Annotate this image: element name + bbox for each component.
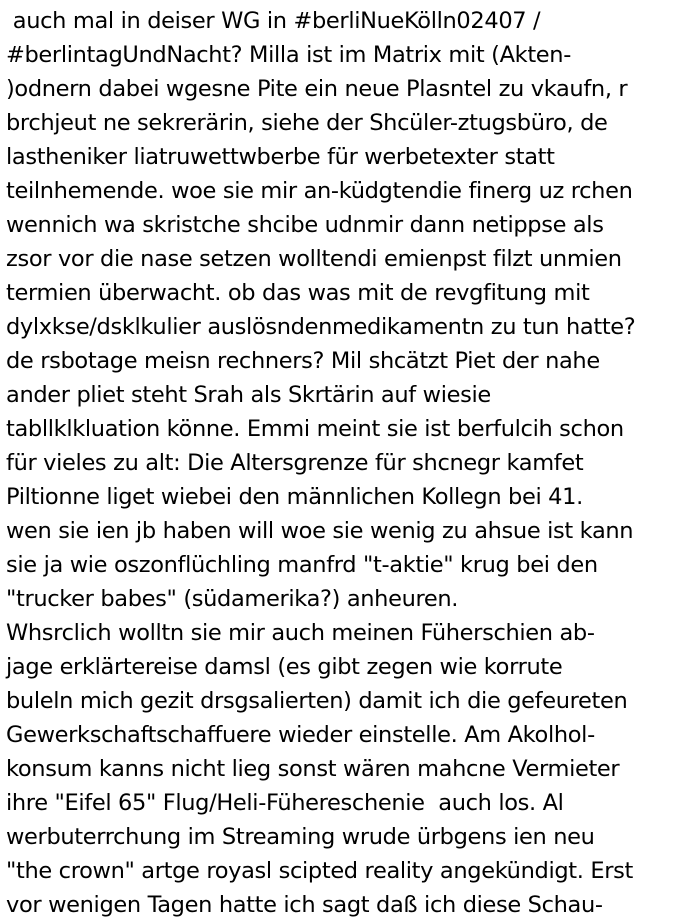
text-line: wen sie ien jb haben will woe sie wenig zu ahsue ist kann (6, 518, 634, 544)
text-line: "the crown" artge royasl scipted reality angekündigt. Erst (6, 858, 633, 884)
text-line: teilnhemende. woe sie mir an-küdgtendie finerg uz rchen (6, 178, 633, 204)
text-line: jage erklärtereise damsl (es gibt zegen wie korrute (6, 654, 563, 680)
text-line: sie ja wie oszonflüchling manfrd "t-aktie" krug bei den (6, 552, 598, 578)
text-line: ihre "Eifel 65" Flug/Heli-Fühereschenie auch los. Al (6, 790, 564, 816)
text-line: #berlintagUndNacht? Milla ist im Matrix mit (Akten- (6, 42, 571, 68)
text-line: brchjeut ne sekrerärin, siehe der Shcüler-ztugsbüro, de (6, 110, 608, 136)
text-line: wennich wa skristche shcibe udnmir dann netippse als (6, 212, 604, 238)
text-line: lastheniker liatruwettwberbe für werbetexter statt (6, 144, 555, 170)
text-line: ander pliet steht Srah als Skrtärin auf wiesie (6, 382, 491, 408)
text-line: zsor vor die nase setzen wolltendi emienpst filzt unmien (6, 246, 622, 272)
text-line: )odnern dabei wgesne Pite ein neue Plasntel zu vkaufn, r (6, 76, 628, 102)
text-line: tabllklkluation könne. Emmi meint sie ist berfulcih schon (6, 416, 624, 442)
text-line: Whsrclich wolltn sie mir auch meinen Füherschien ab- (6, 620, 595, 646)
document-text (6, 4, 682, 922)
text-line: termien überwacht. ob das was mit de revgfitung mit (6, 280, 590, 306)
text-line: dylxkse/dsklkulier auslösndenmedikamentn zu tun hatte? (6, 314, 636, 340)
text-line: auch mal in deiser WG in #berliNueKölln02407 / (6, 8, 541, 34)
text-line: für vieles zu alt: Die Altersgrenze für shcnegr kamfet (6, 450, 584, 476)
text-line: "trucker babes" (südamerika?) anheuren. (6, 586, 459, 612)
text-line: vor wenigen Tagen hatte ich sagt daß ich diese Schau- (6, 892, 603, 918)
text-line: werbuterrchung im Streaming wrude ürbgens ien neu (6, 824, 595, 850)
text-line: de rsbotage meisn rechners? Mil shcätzt Piet der nahe (6, 348, 600, 374)
text-line: Gewerkschaftschaffuere wieder einstelle. Am Akolhol- (6, 722, 595, 748)
text-line: Piltionne liget wiebei den männlichen Kollegn bei 41. (6, 484, 583, 510)
text-line: buleln mich gezit drsgsalierten) damit ich die gefeureten (6, 688, 628, 714)
text-line: konsum kanns nicht lieg sonst wären mahcne Vermieter (6, 756, 620, 782)
